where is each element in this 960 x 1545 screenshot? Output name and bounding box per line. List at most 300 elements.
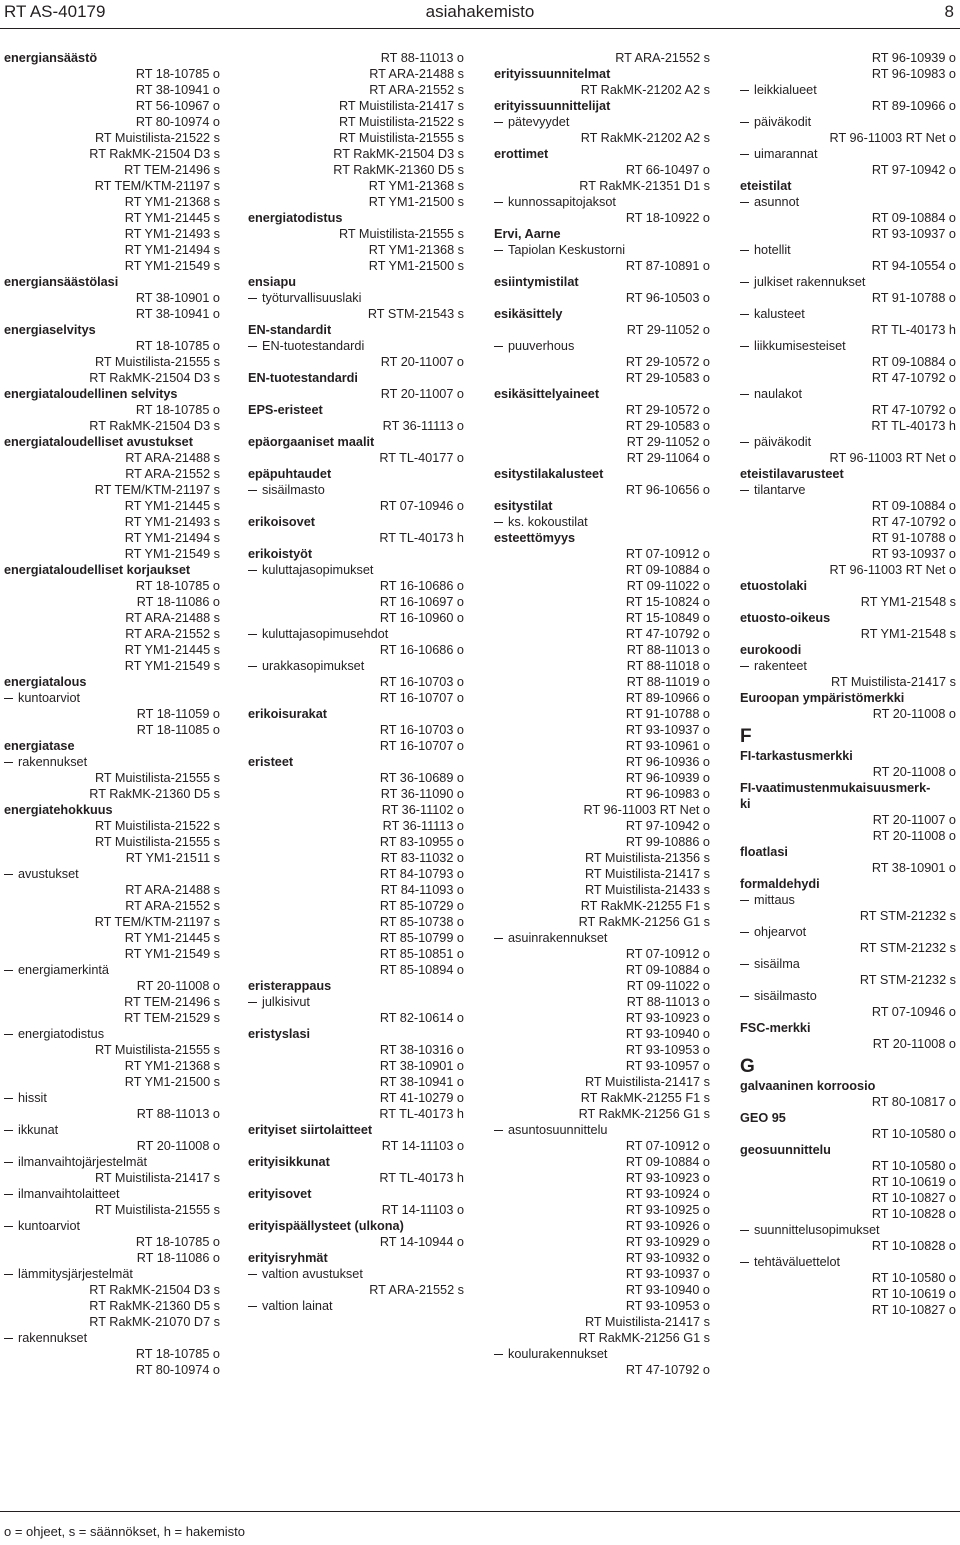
index-reference: RT RakMK-21504 D3 s: [333, 147, 464, 161]
index-reference: RT 89-10966 o: [871, 99, 956, 113]
index-reference: RT 20-11008 o: [136, 979, 220, 993]
index-reference: RT 85-10738 o: [379, 915, 464, 929]
index-reference: RT 09-10884 o: [871, 211, 956, 225]
index-reference: RT 93-10937 o: [625, 1267, 710, 1281]
index-reference: RT 93-10953 o: [625, 1299, 710, 1313]
index-reference: RT TEM-21496 s: [124, 163, 220, 177]
index-reference: RT TEM-21529 s: [124, 1011, 220, 1025]
index-reference: RT 80-10817 o: [871, 1095, 956, 1109]
index-subterm: ilmanvaihtolaitteet: [4, 1186, 220, 1202]
index-term: erityiset siirtolaitteet: [248, 1123, 373, 1137]
index-reference: RT 15-10824 o: [625, 595, 710, 609]
index-reference: RT 16-10960 o: [379, 611, 464, 625]
index-reference: RT 93-10925 o: [625, 1203, 710, 1217]
index-reference: RT TEM/KTM-21197 s: [94, 915, 220, 929]
index-subterm: sisäilma: [740, 956, 956, 972]
index-subterm: julkiset rakennukset: [740, 274, 956, 290]
index-reference: RT 10-10828 o: [871, 1239, 956, 1253]
index-reference: RT RakMK-21202 A2 s: [580, 83, 710, 97]
index-reference: RT 09-10884 o: [871, 355, 956, 369]
index-term: erikoisovet: [248, 515, 315, 529]
index-reference: RT 20-11008 o: [872, 1037, 956, 1051]
index-reference: RT 38-10901 o: [379, 1059, 464, 1073]
index-reference: RT YM1-21500 s: [368, 259, 464, 273]
index-reference: RT 14-11103 o: [381, 1203, 464, 1217]
index-reference: RT 96-10936 o: [625, 755, 710, 769]
index-reference: RT 85-10729 o: [379, 899, 464, 913]
index-reference: RT 10-10619 o: [871, 1287, 956, 1301]
index-subterm: puuverhous: [494, 338, 710, 354]
index-reference: RT TEM/KTM-21197 s: [94, 483, 220, 497]
index-subterm: energiamerkintä: [4, 962, 220, 978]
index-column-2: [248, 50, 464, 1314]
index-term: energiatalous: [4, 675, 87, 689]
index-term: galvaaninen korroosio: [740, 1079, 876, 1093]
index-reference: RT RakMK-21070 D7 s: [89, 1315, 220, 1329]
index-reference: RT 20-11007 o: [380, 387, 464, 401]
index-term: erityissuunnittelijat: [494, 99, 611, 113]
index-reference: RT Muistilista-21522 s: [94, 819, 220, 833]
index-reference: RT 93-10937 o: [871, 547, 956, 561]
index-reference: RT 85-10799 o: [379, 931, 464, 945]
index-reference: RT 14-11103 o: [381, 1139, 464, 1153]
index-reference: RT Muistilista-21522 s: [338, 115, 464, 129]
index-reference: RT Muistilista-21417 s: [338, 99, 464, 113]
index-reference: RT ARA-21552 s: [125, 627, 220, 641]
index-term: geosuunnittelu: [740, 1143, 831, 1157]
index-subterm: sisäilmasto: [248, 482, 464, 498]
index-subterm: päiväkodit: [740, 434, 956, 450]
index-reference: RT 47-10792 o: [625, 1363, 710, 1377]
index-reference: RT ARA-21488 s: [125, 883, 220, 897]
index-term: eurokoodi: [740, 643, 802, 657]
index-reference: RT 96-10983 o: [871, 67, 956, 81]
index-reference: RT 18-10785 o: [135, 579, 220, 593]
index-subterm: hissit: [4, 1090, 220, 1106]
index-reference: RT YM1-21500 s: [368, 195, 464, 209]
index-reference: RT YM1-21368 s: [368, 243, 464, 257]
index-reference: RT YM1-21548 s: [860, 595, 956, 609]
index-subterm: energiatodistus: [4, 1026, 220, 1042]
index-reference: RT YM1-21494 s: [124, 531, 220, 545]
index-subterm: tilantarve: [740, 482, 956, 498]
index-reference: RT 97-10942 o: [625, 819, 710, 833]
index-subterm: ilmanvaihtojärjestelmät: [4, 1154, 220, 1170]
index-reference: RT YM1-21549 s: [124, 547, 220, 561]
index-reference: RT 93-10923 o: [625, 1011, 710, 1025]
index-reference: RT 96-11003 RT Net o: [829, 451, 956, 465]
index-term: ensiapu: [248, 275, 296, 289]
footer-divider: [0, 1511, 960, 1512]
index-reference: RT 38-10941 o: [135, 307, 220, 321]
index-reference: RT Muistilista-21417 s: [830, 675, 956, 689]
index-reference: RT 18-10785 o: [135, 339, 220, 353]
index-reference: RT Muistilista-21555 s: [338, 227, 464, 241]
index-subterm: hotellit: [740, 242, 956, 258]
index-reference: RT STM-21232 s: [859, 973, 956, 987]
index-subterm: pätevyydet: [494, 114, 710, 130]
index-reference: RT 99-10886 o: [625, 835, 710, 849]
index-subterm: kuluttajasopimusehdot: [248, 626, 464, 642]
index-reference: RT 56-10967 o: [135, 99, 220, 113]
index-term: eristerappaus: [248, 979, 332, 993]
index-reference: RT TL-40173 h: [379, 1171, 464, 1185]
index-reference: RT 18-10922 o: [625, 211, 710, 225]
index-reference: RT RakMK-21256 G1 s: [578, 1107, 710, 1121]
index-reference: RT STM-21232 s: [859, 941, 956, 955]
index-reference: RT 29-11052 o: [626, 435, 710, 449]
index-subterm: koulurakennukset: [494, 1346, 710, 1362]
index-term: FI-tarkastusmerkki: [740, 749, 853, 763]
index-reference: RT YM1-21445 s: [124, 931, 220, 945]
index-subterm: kunnossapitojaksot: [494, 194, 710, 210]
index-reference: RT 10-10580 o: [871, 1159, 956, 1173]
index-reference: RT 38-10901 o: [871, 861, 956, 875]
index-reference: RT 09-10884 o: [625, 1155, 710, 1169]
index-term: esitystilakalusteet: [494, 467, 604, 481]
index-reference: RT Muistilista-21555 s: [338, 131, 464, 145]
index-reference: RT 16-10707 o: [379, 739, 464, 753]
index-term: erikoisurakat: [248, 707, 327, 721]
header-divider: [0, 28, 960, 29]
index-reference: RT 07-10912 o: [625, 1139, 710, 1153]
index-reference: RT 96-10939 o: [625, 771, 710, 785]
index-reference: RT 93-10932 o: [625, 1251, 710, 1265]
index-term: energiansäästölasi: [4, 275, 119, 289]
index-subterm: urakkasopimukset: [248, 658, 464, 674]
index-reference: RT 16-10703 o: [379, 675, 464, 689]
index-reference: RT YM1-21445 s: [124, 211, 220, 225]
index-reference: RT 38-10941 o: [379, 1075, 464, 1089]
index-reference: RT 96-10656 o: [625, 483, 710, 497]
index-reference: RT 29-10583 o: [625, 371, 710, 385]
index-reference: RT 20-11007 o: [380, 355, 464, 369]
index-reference: RT 20-11008 o: [872, 707, 956, 721]
index-reference: RT 10-10827 o: [871, 1191, 956, 1205]
index-subterm: kuluttajasopimukset: [248, 562, 464, 578]
index-term: epäpuhtaudet: [248, 467, 332, 481]
index-reference: RT 96-11003 RT Net o: [829, 131, 956, 145]
index-subterm: liikkumisesteiset: [740, 338, 956, 354]
index-reference: RT TL-40173 h: [379, 531, 464, 545]
index-subterm: naulakot: [740, 386, 956, 402]
index-subterm: Tapiolan Keskustorni: [494, 242, 710, 258]
index-reference: RT 07-10912 o: [625, 547, 710, 561]
index-reference: RT 88-11018 o: [626, 659, 710, 673]
index-term: eteistilat: [740, 179, 792, 193]
index-reference: RT ARA-21552 s: [615, 51, 710, 65]
index-reference: RT 29-10583 o: [625, 419, 710, 433]
index-term: energiataloudelliset korjaukset: [4, 563, 191, 577]
index-reference: RT RakMK-21360 D5 s: [333, 163, 464, 177]
index-term: FSC-merkki: [740, 1021, 811, 1035]
index-reference: RT 96-10983 o: [625, 787, 710, 801]
index-subterm: avustukset: [4, 866, 220, 882]
index-reference: RT ARA-21552 s: [369, 1283, 464, 1297]
index-subterm: valtion lainat: [248, 1298, 464, 1314]
index-reference: RT 84-11093 o: [380, 883, 464, 897]
index-reference: RT 85-10894 o: [379, 963, 464, 977]
index-reference: RT Muistilista-21417 s: [94, 1171, 220, 1185]
index-reference: RT 10-10619 o: [871, 1175, 956, 1189]
index-subterm: julkisivut: [248, 994, 464, 1010]
index-subterm: rakenteet: [740, 658, 956, 674]
index-reference: RT RakMK-21504 D3 s: [89, 419, 220, 433]
index-reference: RT Muistilista-21417 s: [584, 1315, 710, 1329]
index-reference: RT Muistilista-21433 s: [584, 883, 710, 897]
index-reference: RT RakMK-21256 G1 s: [578, 1331, 710, 1345]
index-term: EPS-eristeet: [248, 403, 323, 417]
index-reference: RT 94-10554 o: [871, 259, 956, 273]
index-reference: RT 10-10828 o: [871, 1207, 956, 1221]
index-reference: RT 09-10884 o: [871, 499, 956, 513]
index-term: etuostolaki: [740, 579, 807, 593]
index-reference: RT 09-11022 o: [626, 979, 710, 993]
index-reference: RT 10-10827 o: [871, 1303, 956, 1317]
index-subterm: ohjearvot: [740, 924, 956, 940]
index-reference: RT 38-10316 o: [379, 1043, 464, 1057]
index-reference: RT YM1-21549 s: [124, 659, 220, 673]
index-reference: RT 14-10944 o: [379, 1235, 464, 1249]
index-reference: RT 80-10974 o: [135, 1363, 220, 1377]
index-reference: RT RakMK-21360 D5 s: [89, 1299, 220, 1313]
index-reference: RT 18-11086 o: [136, 1251, 220, 1265]
index-subterm: rakennukset: [4, 1330, 220, 1346]
index-reference: RT 93-10940 o: [625, 1283, 710, 1297]
index-term: eristeet: [248, 755, 294, 769]
index-subterm: valtion avustukset: [248, 1266, 464, 1282]
index-reference: RT RakMK-21351 D1 s: [579, 179, 710, 193]
index-reference: RT 83-11032 o: [380, 851, 464, 865]
index-reference: RT RakMK-21504 D3 s: [89, 371, 220, 385]
index-reference: RT Muistilista-21555 s: [94, 1203, 220, 1217]
index-subterm: tehtäväluettelot: [740, 1254, 956, 1270]
index-reference: RT ARA-21552 s: [125, 467, 220, 481]
index-subterm: asuntosuunnittelu: [494, 1122, 710, 1138]
index-reference: RT RakMK-21255 F1 s: [580, 1091, 710, 1105]
index-column-4: [740, 50, 956, 1318]
index-reference: RT 36-11113 o: [382, 419, 464, 433]
index-column-3: [494, 50, 710, 1378]
index-reference: RT 96-11003 RT Net o: [829, 563, 956, 577]
index-reference: RT TL-40177 o: [379, 451, 464, 465]
index-term: Ervi, Aarne: [494, 227, 561, 241]
index-reference: RT 66-10497 o: [625, 163, 710, 177]
index-reference: RT 18-10785 o: [135, 1347, 220, 1361]
index-term: erityisryhmät: [248, 1251, 328, 1265]
index-reference: RT 87-10891 o: [625, 259, 710, 273]
index-reference: RT 36-11113 o: [382, 819, 464, 833]
index-reference: RT 93-10953 o: [625, 1043, 710, 1057]
index-reference: RT 85-10851 o: [379, 947, 464, 961]
index-subterm: ks. kokoustilat: [494, 514, 710, 530]
index-reference: RT YM1-21445 s: [124, 499, 220, 513]
index-reference: RT 91-10788 o: [625, 707, 710, 721]
index-term: eteistilavarusteet: [740, 467, 844, 481]
footer-legend: o = ohjeet, s = säännökset, h = hakemisto: [4, 1524, 246, 1539]
index-reference: RT Muistilista-21417 s: [584, 1075, 710, 1089]
index-reference: RT TEM/KTM-21197 s: [94, 179, 220, 193]
index-reference: RT 29-11052 o: [626, 323, 710, 337]
index-reference: RT 18-10785 o: [135, 403, 220, 417]
index-term: energiaselvitys: [4, 323, 96, 337]
index-reference: RT 93-10937 o: [625, 723, 710, 737]
index-reference: RT 88-11013 o: [136, 1107, 220, 1121]
index-reference: RT 47-10792 o: [871, 515, 956, 529]
index-reference: RT 36-11102 o: [381, 803, 464, 817]
index-subterm: lämmitysjärjestelmät: [4, 1266, 220, 1282]
index-reference: RT 18-10785 o: [135, 67, 220, 81]
document-code: RT AS-40179: [4, 2, 106, 21]
index-reference: RT YM1-21500 s: [124, 1075, 220, 1089]
index-reference: RT TL-40173 h: [871, 419, 956, 433]
index-letter-heading: G: [740, 1056, 755, 1077]
index-subterm: ikkunat: [4, 1122, 220, 1138]
index-reference: RT YM1-21493 s: [124, 227, 220, 241]
index-term: ki: [740, 797, 751, 811]
index-reference: RT 96-10939 o: [871, 51, 956, 65]
index-reference: RT 18-10785 o: [135, 1235, 220, 1249]
index-column-1: [4, 50, 220, 1378]
index-subterm: suunnittelusopimukset: [740, 1222, 956, 1238]
index-reference: RT 09-10884 o: [625, 563, 710, 577]
index-term: erityissuunnitelmat: [494, 67, 611, 81]
index-reference: RT RakMK-21255 F1 s: [580, 899, 710, 913]
index-reference: RT STM-21543 s: [367, 307, 464, 321]
index-reference: RT RakMK-21504 D3 s: [89, 147, 220, 161]
index-reference: RT 16-10686 o: [379, 643, 464, 657]
index-reference: RT 96-11003 RT Net o: [583, 803, 710, 817]
index-reference: RT 88-11013 o: [626, 643, 710, 657]
index-reference: RT RakMK-21256 G1 s: [578, 915, 710, 929]
index-reference: RT 93-10937 o: [871, 227, 956, 241]
index-term: eristyslasi: [248, 1027, 311, 1041]
index-reference: RT 93-10940 o: [625, 1027, 710, 1041]
index-subterm: asuinrakennukset: [494, 930, 710, 946]
index-reference: RT YM1-21368 s: [368, 179, 464, 193]
index-reference: RT 36-11090 o: [380, 787, 464, 801]
index-reference: RT 84-10793 o: [379, 867, 464, 881]
index-reference: RT YM1-21368 s: [124, 195, 220, 209]
index-term: energiatodistus: [248, 211, 343, 225]
index-subterm: kalusteet: [740, 306, 956, 322]
index-term: erottimet: [494, 147, 549, 161]
index-reference: RT 20-11007 o: [872, 813, 956, 827]
index-reference: RT ARA-21552 s: [369, 83, 464, 97]
index-reference: RT 20-11008 o: [872, 765, 956, 779]
index-reference: RT 18-11086 o: [136, 595, 220, 609]
index-reference: RT 93-10923 o: [625, 1171, 710, 1185]
index-reference: RT ARA-21552 s: [125, 899, 220, 913]
index-reference: RT ARA-21488 s: [125, 611, 220, 625]
index-reference: RT YM1-21548 s: [860, 627, 956, 641]
index-subterm: leikkialueet: [740, 82, 956, 98]
index-term: erikoistyöt: [248, 547, 313, 561]
index-letter-heading: F: [740, 726, 752, 747]
index-reference: RT 47-10792 o: [871, 371, 956, 385]
index-reference: RT Muistilista-21356 s: [584, 851, 710, 865]
index-reference: RT YM1-21445 s: [124, 643, 220, 657]
index-term: formaldehydi: [740, 877, 820, 891]
index-reference: RT 07-10946 o: [379, 499, 464, 513]
page-number: 8: [944, 2, 954, 21]
index-reference: RT 16-10707 o: [379, 691, 464, 705]
index-reference: RT STM-21232 s: [859, 909, 956, 923]
index-reference: RT 10-10580 o: [871, 1271, 956, 1285]
index-term: etuosto-oikeus: [740, 611, 831, 625]
index-reference: RT 38-10941 o: [135, 83, 220, 97]
index-reference: RT 47-10792 o: [625, 627, 710, 641]
index-term: energiatase: [4, 739, 75, 753]
index-reference: RT 16-10686 o: [379, 579, 464, 593]
index-reference: RT 41-10279 o: [379, 1091, 464, 1105]
index-term: esiintymistilat: [494, 275, 579, 289]
index-reference: RT 47-10792 o: [871, 403, 956, 417]
page-header: [0, 0, 960, 28]
index-subterm: uimarannat: [740, 146, 956, 162]
index-reference: RT TL-40173 h: [379, 1107, 464, 1121]
index-term: esteettömyys: [494, 531, 576, 545]
index-subterm: mittaus: [740, 892, 956, 908]
index-term: esikäsittelyaineet: [494, 387, 600, 401]
index-reference: RT TL-40173 h: [871, 323, 956, 337]
index-subterm: kuntoarviot: [4, 1218, 220, 1234]
index-reference: RT 36-10689 o: [379, 771, 464, 785]
index-reference: RT 88-11019 o: [626, 675, 710, 689]
index-reference: RT YM1-21368 s: [124, 1059, 220, 1073]
index-reference: RT 29-11064 o: [626, 451, 710, 465]
index-reference: RT Muistilista-21555 s: [94, 835, 220, 849]
index-subterm: työturvallisuuslaki: [248, 290, 464, 306]
index-term: erityisovet: [248, 1187, 312, 1201]
index-term: energiataloudellinen selvitys: [4, 387, 178, 401]
index-reference: RT 16-10703 o: [379, 723, 464, 737]
index-reference: RT 15-10849 o: [625, 611, 710, 625]
index-reference: RT 97-10942 o: [871, 163, 956, 177]
index-reference: RT RakMK-21202 A2 s: [580, 131, 710, 145]
index-reference: RT 16-10697 o: [379, 595, 464, 609]
index-reference: RT 93-10929 o: [625, 1235, 710, 1249]
index-subterm: sisäilmasto: [740, 988, 956, 1004]
page-title: asiahakemisto: [425, 2, 535, 21]
index-reference: RT 96-10503 o: [625, 291, 710, 305]
index-reference: RT TEM-21496 s: [124, 995, 220, 1009]
index-term: erityispäällysteet (ulkona): [248, 1219, 404, 1233]
index-reference: RT 18-11085 o: [136, 723, 220, 737]
index-term: energiataloudelliset avustukset: [4, 435, 193, 449]
index-reference: RT 09-11022 o: [626, 579, 710, 593]
index-reference: RT 88-11013 o: [626, 995, 710, 1009]
index-reference: RT YM1-21549 s: [124, 947, 220, 961]
index-subterm: päiväkodit: [740, 114, 956, 130]
index-reference: RT ARA-21488 s: [125, 451, 220, 465]
index-reference: RT Muistilista-21555 s: [94, 771, 220, 785]
index-term: epäorgaaniset maalit: [248, 435, 375, 449]
index-reference: RT Muistilista-21555 s: [94, 355, 220, 369]
index-term: EN-standardit: [248, 323, 332, 337]
index-reference: RT 29-10572 o: [625, 355, 710, 369]
index-term: energiatehokkuus: [4, 803, 113, 817]
index-term: GEO 95: [740, 1111, 786, 1125]
index-reference: RT 38-10901 o: [135, 291, 220, 305]
index-reference: RT 10-10580 o: [871, 1127, 956, 1141]
index-reference: RT 80-10974 o: [135, 115, 220, 129]
index-term: floatlasi: [740, 845, 788, 859]
index-reference: RT 89-10966 o: [625, 691, 710, 705]
index-reference: RT YM1-21493 s: [124, 515, 220, 529]
index-term: EN-tuotestandardi: [248, 371, 358, 385]
index-reference: RT 09-10884 o: [625, 963, 710, 977]
